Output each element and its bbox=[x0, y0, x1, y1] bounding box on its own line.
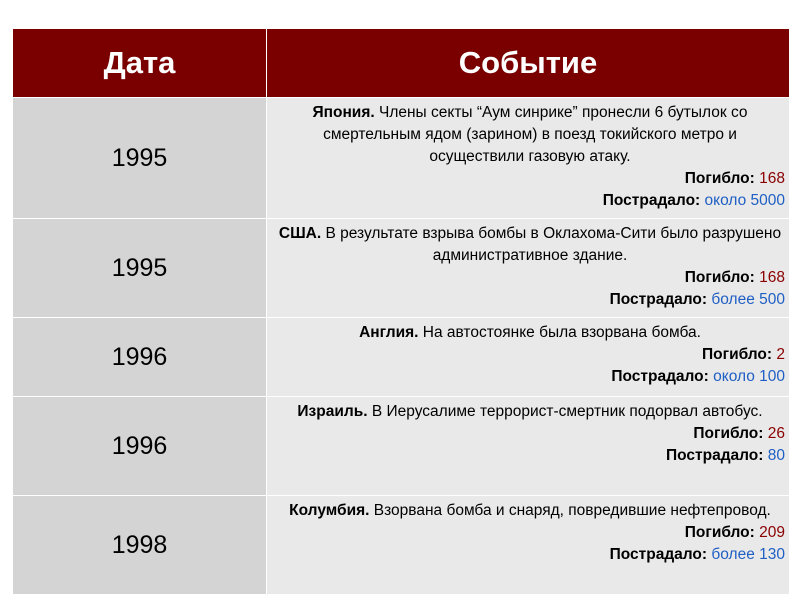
events-table bbox=[12, 28, 790, 595]
injured-line bbox=[275, 366, 785, 388]
injured-value: более 130 bbox=[711, 546, 785, 563]
event-country: Япония. bbox=[312, 104, 375, 121]
header-date: Дата bbox=[13, 29, 267, 98]
injured-line bbox=[275, 190, 785, 212]
event-cell bbox=[267, 98, 790, 219]
event-cell bbox=[267, 219, 790, 318]
event-text: В Иерусалиме террорист-смертник подорвал автобус. bbox=[367, 403, 763, 420]
event-cell bbox=[267, 496, 790, 595]
table-row bbox=[13, 496, 790, 595]
event-text: В результате взрыва бомбы в Оклахома-Сити было разрушено административное здание. bbox=[321, 225, 782, 264]
injured-line bbox=[275, 289, 785, 311]
injured-label: Пострадало: bbox=[602, 192, 701, 209]
killed-line bbox=[275, 522, 785, 544]
injured-line bbox=[275, 445, 785, 467]
killed-label: Погибло: bbox=[684, 269, 755, 286]
table-row bbox=[13, 318, 790, 397]
event-text: На автостоянке была взорвана бомба. bbox=[418, 324, 701, 341]
killed-value: 26 bbox=[767, 425, 785, 442]
event-description bbox=[275, 102, 785, 168]
killed-value: 2 bbox=[776, 346, 785, 363]
table-row bbox=[13, 219, 790, 318]
injured-label: Пострадало: bbox=[611, 368, 709, 385]
killed-line bbox=[275, 344, 785, 366]
event-text: Члены секты “Аум синрике” пронесли 6 бутылок со смертельным ядом (зарином) в поезд токийского метро и осуществили газовую атаку. bbox=[323, 104, 748, 165]
killed-value: 168 bbox=[759, 269, 785, 286]
injured-label: Пострадало: bbox=[609, 291, 708, 308]
date-cell: 1998 bbox=[13, 496, 267, 595]
killed-label: Погибло: bbox=[702, 346, 773, 363]
event-cell bbox=[267, 318, 790, 397]
injured-line bbox=[275, 544, 785, 566]
killed-line bbox=[275, 168, 785, 190]
injured-label: Пострадало: bbox=[609, 546, 708, 563]
event-country: США. bbox=[278, 225, 322, 242]
killed-label: Погибло: bbox=[693, 425, 764, 442]
date-cell: 1995 bbox=[13, 219, 267, 318]
event-text: Взорвана бомба и снаряд, повредившие нефтепровод. bbox=[369, 502, 771, 519]
killed-label: Погибло: bbox=[684, 524, 755, 541]
killed-line bbox=[275, 423, 785, 445]
injured-label: Пострадало: bbox=[666, 447, 764, 464]
date-cell: 1996 bbox=[13, 397, 267, 496]
killed-line bbox=[275, 267, 785, 289]
table-row bbox=[13, 98, 790, 219]
event-description bbox=[275, 500, 785, 522]
event-country: Колумбия. bbox=[289, 502, 370, 519]
injured-value: 80 bbox=[767, 447, 785, 464]
date-cell: 1995 bbox=[13, 98, 267, 219]
event-description bbox=[275, 322, 785, 344]
injured-value: около 5000 bbox=[704, 192, 785, 209]
event-cell bbox=[267, 397, 790, 496]
injured-value: более 500 bbox=[711, 291, 785, 308]
event-description bbox=[275, 223, 785, 267]
table-row bbox=[13, 397, 790, 496]
date-cell: 1996 bbox=[13, 318, 267, 397]
killed-value: 168 bbox=[759, 170, 785, 187]
header-event: Событие bbox=[267, 29, 790, 98]
killed-label: Погибло: bbox=[684, 170, 755, 187]
killed-value: 209 bbox=[759, 524, 785, 541]
event-country: Англия. bbox=[359, 324, 419, 341]
event-country: Израиль. bbox=[297, 403, 368, 420]
table-header-row bbox=[13, 29, 790, 98]
event-description bbox=[275, 401, 785, 423]
injured-value: около 100 bbox=[713, 368, 785, 385]
